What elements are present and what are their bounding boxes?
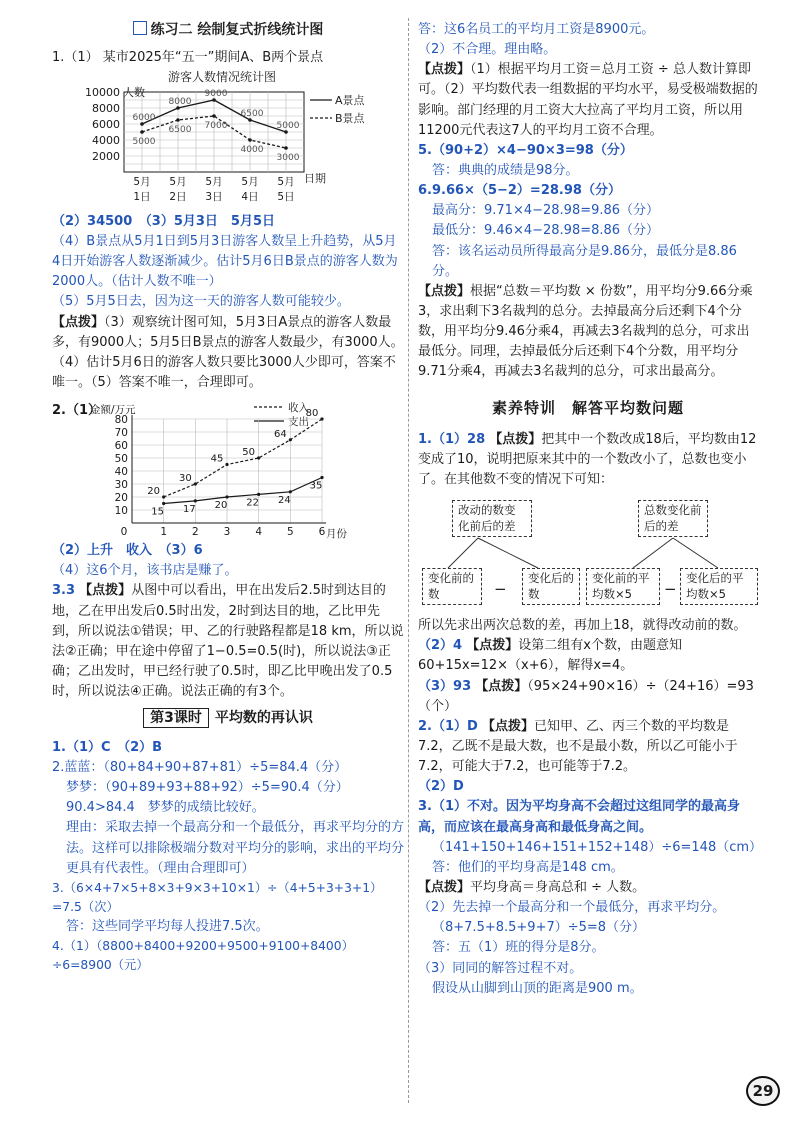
q2-4: （4）这6个月，该书店是赚了。 [52, 563, 238, 579]
diagram-box-before-avg: 变化前的平均数×5 [586, 568, 660, 605]
data-point [257, 493, 260, 496]
x-tick-label: 5月 [169, 175, 187, 188]
r-5b: 答：典典的成绩是98分。 [432, 162, 579, 178]
y-tick-label: 6000 [92, 117, 120, 131]
x-tick-label: 5月 [133, 175, 151, 188]
data-point [212, 114, 216, 118]
right-column [418, 20, 763, 999]
data-label: 6500 [168, 124, 192, 135]
x-tick-label: 5月 [205, 175, 223, 188]
tip-text: （3）观察统计图可知，5月3日A景点的游客人数最多，有9000人；5月5日B景点的游客人数最少，有3000人。（4）估计5月6日的游客人数只要比3000人少即可，答案不唯一。（5）答案不唯一，合理即可。 [52, 314, 404, 390]
chart-tourists [52, 70, 404, 208]
tip-text: （95×24+90×16）÷（24+16）=93（个） [418, 678, 754, 714]
s3h: 假设从山脚到山顶的距离是900 m。 [432, 980, 643, 996]
tip-label: 【点拨】 [418, 62, 471, 78]
chart1-xlabel: 日期 [304, 171, 326, 185]
chart2-xlabel: 月份 [326, 528, 347, 541]
s3b: （141+150+146+151+152+148）÷6=148（cm） [432, 839, 763, 855]
lesson-heading [52, 708, 404, 730]
s3e: （8+7.5+8.5+9+7）÷5=8（分） [432, 920, 646, 936]
data-point [140, 130, 144, 134]
data-label: 35 [309, 480, 323, 492]
data-label: 22 [246, 497, 260, 509]
q1-2: （2）34500 （3）5月3日 5月5日 [52, 213, 275, 229]
lesson-title: 平均数的再认识 [214, 710, 313, 727]
diagram-box-after: 变化后的数 [522, 568, 580, 605]
tip-label: 【点拨】 [52, 314, 105, 330]
s2b: （2）D [418, 779, 464, 795]
l1: 1.（1）C （2）B [52, 739, 163, 755]
l3a: 3.（6×4+7×5+8×3+9×3+10×1）÷（4+5+3+3+1）=7.5（次） [52, 880, 383, 914]
data-point [284, 146, 288, 150]
x-tick-label: 4 [255, 526, 263, 539]
q3-answer: 3.3 [52, 583, 76, 599]
tip-label: 【点拨】 [79, 583, 132, 599]
x-tick-label: 3日 [205, 190, 223, 203]
data-point [162, 502, 165, 505]
s1d-answer: （3）93 [418, 678, 472, 694]
practice-title-text: 练习二 绘制复式折线统计图 [150, 22, 324, 38]
q2-2: （2）上升 收入 （3）6 [52, 543, 203, 559]
data-label: 45 [210, 453, 224, 465]
s1a-answer: 1.（1）28 [418, 431, 486, 447]
lesson-box: 第3课时 [143, 708, 209, 728]
diagram-minus-2: − [664, 580, 677, 599]
tip-label: 【点拨】 [475, 678, 528, 694]
s3-tip [418, 878, 758, 898]
q1-intro: 1.（1） 某市2025年“五一”期间A、B两个景点 [52, 49, 324, 65]
data-point [176, 118, 180, 122]
legend-income: 收入 [288, 402, 309, 415]
y-tick-label: 10 [114, 505, 128, 518]
r-6b: 最高分：9.71×4−28.98=9.86（分） [432, 203, 660, 219]
x-tick-label: 4日 [241, 190, 259, 203]
s2a-answer: 2.（1）D [418, 718, 478, 734]
chart2-ylabel: 金额/万元 [90, 404, 136, 417]
tip-label: 【点拨】 [418, 880, 471, 896]
r-tip2 [418, 282, 758, 383]
s2a [418, 717, 758, 777]
s1a [418, 430, 758, 490]
r-ans1: 答：这6名员工的平均月工资是8900元。 [418, 22, 655, 37]
data-label: 20 [147, 486, 161, 498]
l2d: 理由：采取去掉一个最高分和一个最低分，再求平均分的方法。这样可以排除极端分数对平均分的影响，求出的平均分更具有代表性。（理由合理即可） [66, 820, 405, 876]
diagram-box-total-diff: 总数变化前后的差 [638, 500, 708, 537]
data-point [320, 476, 323, 479]
x-tick-label: 2 [191, 526, 199, 539]
data-label: 9000 [204, 88, 228, 99]
tip-text: 已知甲、乙、丙三个数的平均数是7.2，乙既不是最大数，也不是最小数，所以乙可能小于7.2，可能大于7.2，也可能等于7.2。 [418, 718, 738, 775]
data-label: 6000 [132, 112, 156, 123]
tip-text: 根据“总数＝平均数 × 份数”，用平均分9.66分乘3，求出剩下3名裁判的总分。去掉最高分后还剩下4个分数，用平均分9.46分乘4，再减去3名裁判的总分，可求出最低分。同理，去掉最低分后还剩下4个分数，用平均分9.71分乘4，再减去3名裁判的总分，可求出最高分。 [418, 283, 753, 380]
diagram-box-after-avg: 变化后的平均数×5 [680, 568, 758, 605]
y-tick-label: 10000 [85, 85, 120, 99]
q2-block [52, 401, 404, 541]
column-divider [408, 18, 409, 1103]
data-point [225, 463, 228, 466]
chart-income-expense [88, 401, 388, 541]
data-label: 7000 [204, 120, 228, 131]
l2a: 2.蓝蓝：（80+84+90+87+81）÷5=84.4（分） [52, 760, 348, 776]
diagram-minus: − [494, 580, 507, 599]
tip-label: 【点拨】 [466, 638, 519, 654]
s1b: 所以先求出两次总数的差，再加上18，就得改动前的数。 [418, 618, 747, 634]
data-label: 30 [178, 473, 192, 485]
x-tick-label: 2日 [169, 190, 187, 203]
data-label: 4000 [240, 144, 264, 155]
data-point [162, 495, 165, 498]
x-tick-label: 0 [120, 526, 128, 539]
y-tick-label: 4000 [92, 133, 120, 147]
x-tick-label: 6 [318, 526, 326, 539]
y-tick-label: 60 [114, 440, 128, 453]
data-label: 80 [305, 408, 319, 420]
chart1-legend [310, 93, 366, 125]
data-point [289, 438, 292, 441]
tip-text: 把其中一个数改成18后，平均数由12变成了10，说明把原来其中的一个数改小了，总数也变小了。在其他数不变的情况下可知： [418, 431, 757, 488]
x-tick-label: 5月 [241, 175, 259, 188]
y-tick-label: 2000 [92, 149, 120, 163]
chart1-ylabel: 人数 [123, 85, 145, 99]
y-tick-label: 20 [114, 492, 128, 505]
s3d: （2）先去掉一个最高分和一个最低分，再求平均分。 [418, 900, 726, 916]
tip-label: 【点拨】 [489, 431, 542, 447]
r-6c: 最低分：9.46×4−28.98=8.86（分） [432, 223, 660, 239]
chart1-title: 游客人数情况统计图 [167, 69, 277, 84]
data-label: 24 [277, 494, 291, 506]
x-tick-label: 5日 [277, 190, 295, 203]
s3g: （3）同同的解答过程不对。 [418, 960, 583, 976]
s1c [418, 636, 758, 676]
data-label: 64 [273, 428, 287, 440]
y-tick-label: 30 [114, 479, 128, 492]
checkbox-icon [133, 21, 147, 35]
data-label: 5000 [132, 136, 156, 147]
data-point [225, 495, 228, 498]
r-2: （2）不合理。理由略。 [418, 42, 557, 58]
practice-title [52, 20, 404, 42]
left-column [52, 20, 404, 975]
data-label: 20 [214, 500, 228, 512]
tip-text: 平均身高＝身高总和 ÷ 人数。 [470, 880, 646, 896]
x-tick-label: 1 [160, 526, 168, 539]
y-tick-label: 40 [114, 466, 128, 479]
l2c: 90.4>84.4 梦梦的成绩比较好。 [66, 800, 265, 816]
data-point [320, 417, 323, 420]
s3c: 答：他们的平均身高是148 cm。 [432, 859, 624, 875]
tip-text: （1）根据平均月工资＝总月工资 ÷ 总人数计算即可。（2）平均数代表一组数据的平均水平，易受极端数据的影响。部门经理的月工资大大拉高了平均月工资，所以用11200元代表这7人的平均月工资不合理。 [418, 62, 758, 138]
section-title: 素养特训 解答平均数问题 [491, 398, 684, 417]
difference-diagram [418, 494, 758, 614]
r-5a: 5.（90+2）×4−90×3=98（分） [418, 142, 633, 158]
l3b: 答：这些同学平均每人投进7.5次。 [66, 918, 269, 934]
data-point [289, 490, 292, 493]
data-point [194, 499, 197, 502]
data-point [257, 456, 260, 459]
s3f: 答：五（1）班的得分是8分。 [432, 940, 605, 956]
l4a: 4.（1）（8800+8400+9200+9500+9100+8400）÷6=8900（元） [52, 939, 354, 973]
q2-intro: 2.（1） [52, 403, 102, 419]
data-label: 50 [242, 447, 256, 459]
q1-4: （4）B景点从5月1日到5月3日游客人数呈上升趋势，从5月4日开始游客人数逐渐减少。估计5月6日B景点的游客人数为2000人。（估计人数不唯一） [52, 233, 398, 290]
data-label: 15 [151, 506, 165, 518]
diagram-box-changed-diff: 改动的数变化前后的差 [452, 500, 532, 537]
y-tick-label: 8000 [92, 101, 120, 115]
q1-tip [52, 313, 404, 394]
x-tick-label: 5 [286, 526, 294, 539]
x-tick-label: 1日 [133, 190, 151, 203]
legend-expense: 支出 [288, 416, 309, 429]
data-point [248, 138, 252, 142]
q1-5: （5）5月5日去，因为这一天的游客人数可能较少。 [52, 294, 350, 310]
data-label: 5000 [276, 120, 300, 131]
legend-a: A景点 [335, 93, 365, 107]
s1d [418, 677, 758, 717]
s1c-answer: （2）4 [418, 638, 463, 654]
page-number: 29 [746, 1076, 780, 1106]
tip-label: 【点拨】 [481, 718, 534, 734]
y-tick-label: 70 [114, 427, 128, 440]
legend-b: B景点 [335, 111, 365, 125]
x-tick-label: 3 [223, 526, 231, 539]
r-6a: 6.9.66×（5−2）=28.98（分） [418, 183, 621, 199]
data-label: 3000 [276, 152, 300, 163]
y-tick-label: 50 [114, 453, 128, 466]
y-tick-label: 80 [114, 414, 128, 427]
tip-text: 设第二组有x个数，由题意知60+15x=12×（x+6），解得x=4。 [418, 638, 682, 674]
diagram-box-before: 变化前的数 [422, 568, 482, 605]
x-tick-label: 5月 [277, 175, 295, 188]
tip-label: 【点拨】 [418, 283, 471, 299]
r-6d: 答：该名运动员所得最高分是9.86分，最低分是8.86分。 [432, 243, 737, 279]
q3 [52, 581, 404, 702]
l2b: 梦梦：（90+89+93+88+92）÷5=90.4（分） [66, 780, 349, 796]
r-tip1 [418, 60, 758, 141]
data-point [194, 482, 197, 485]
tip-text: 从图中可以看出，甲在出发后2.5时到达目的地，乙在甲出发后0.5时出发，2时到达目的地，乙比甲先到，所以说法①错误；甲、乙的行驶路程都是18 km，所以说法②正确；甲在途中停留了1−0.5=0.5(时)，所以说法③正确；乙出发时，甲已经行驶了0.5时，即乙比甲晚出发了0.5时，所以说法④正确。说法正确的有3个。 [52, 583, 404, 700]
data-label: 6500 [240, 108, 264, 119]
data-label: 17 [182, 503, 196, 515]
chart2-legend [254, 401, 309, 428]
s3a: 3.（1）不对。因为平均身高不会超过这组同学的最高身高，而应该在最高身高和最低身高之间。 [418, 799, 741, 835]
data-label: 8000 [168, 96, 192, 107]
